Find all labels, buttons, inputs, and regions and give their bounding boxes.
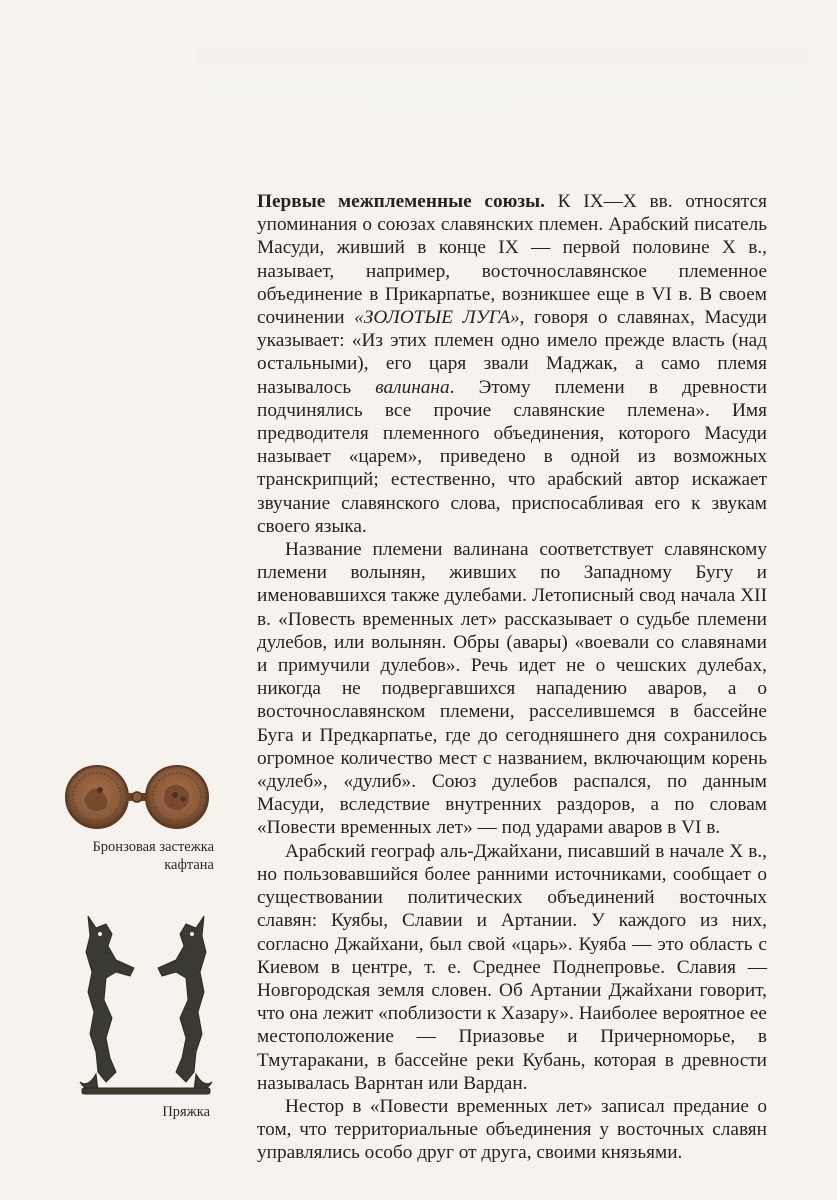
page-header-shade xyxy=(196,48,808,168)
clasp-caption: Бронзовая застежка кафтана xyxy=(92,839,214,873)
paragraph-1-part-a: К IX—X вв. относятся упоминания о союзах славянских племен. Арабский писатель Масуди, живший в конце IX — первой половине X в., называет, например, восточнославянское племенное объединение в Прикарпатье, возникшее еще в VI в. В своем сочинении xyxy=(257,191,767,329)
paragraph-4: Нестор в «Повести временных лет» записал предание о том, что территориальные объединения у восточных славян управлялись особо друг от друга, своими князьями. xyxy=(257,1095,767,1164)
paragraph-3: Арабский географ аль-Джайхани, писавший в начале X в., но пользовавшийся более ранними источниками, сообщает о существовании политических объединений восточных славян: Куябы, Славии и Артании. У каждого из них, согласно Джайхани, был свой «царь». Куяба — это область с Киевом в центре, т. е. Среднее Поднепровье. Славия — Новгородская земля словен. Об Артании Джайхани говорит, что она лежит «поблизости к Хазару». Наиболее вероятное ее местоположение — Приазовье и Причерноморье, в Тмутаракани, в бассейне реки Кубань, которая в древности называлась Варнтан или Вардан. xyxy=(257,840,767,1094)
paragraph-1-part-b: , говоря о славянах, Масуди указывает: «Из этих племен одно имело прежде власть (над остальными), его царя звали Маджак, а само племя называлось xyxy=(257,307,767,398)
tribe-term: валинана xyxy=(375,376,450,398)
buckle-image xyxy=(76,912,216,1097)
section-heading: Первые межплеменные союзы. xyxy=(257,191,545,212)
bronze-clasp-image xyxy=(62,762,212,832)
paragraph-1-part-c: . Этому племени в древности подчинялись все прочие славянские племена». Имя предводителя племенного объединения, которого Масуди называет «царем», приведено в одной из возможных транскрипций; естественно, что арабский автор искажает звучание славянского слова, приспосабливая его к звукам своего языка. xyxy=(257,376,767,537)
buckle-caption: Пряжка xyxy=(162,1104,210,1120)
book-title: «ЗОЛОТЫЕ ЛУГА» xyxy=(354,307,520,329)
paragraph-2: Название племени валинана соответствует славянскому племени волынян, живших по Западному Бугу и именовавшихся также дулебами. Летописный свод начала XII в. «Повесть временных лет» рассказывает о судьбе племени дулебов, или волынян. Обры (авары) «воевали со славянами и примучили дулебов». Речь идет не о чешских дулебах, никогда не подвергавшихся нападению аваров, а о восточнославянском племени, расселившемся в бассейне Буга и Предкарпатье, где до сегодняшнего дня сохранилось огромное количество мест с названием, включающим корень «дулеб», «дулиб». Союз дулебов распался, по данным Масуди, вследствие внутренних раздоров, а по словам «Повести временных лет» — под ударами аваров в VI в. xyxy=(257,539,767,839)
paragraph-1 xyxy=(257,190,767,538)
main-text xyxy=(257,190,767,1165)
